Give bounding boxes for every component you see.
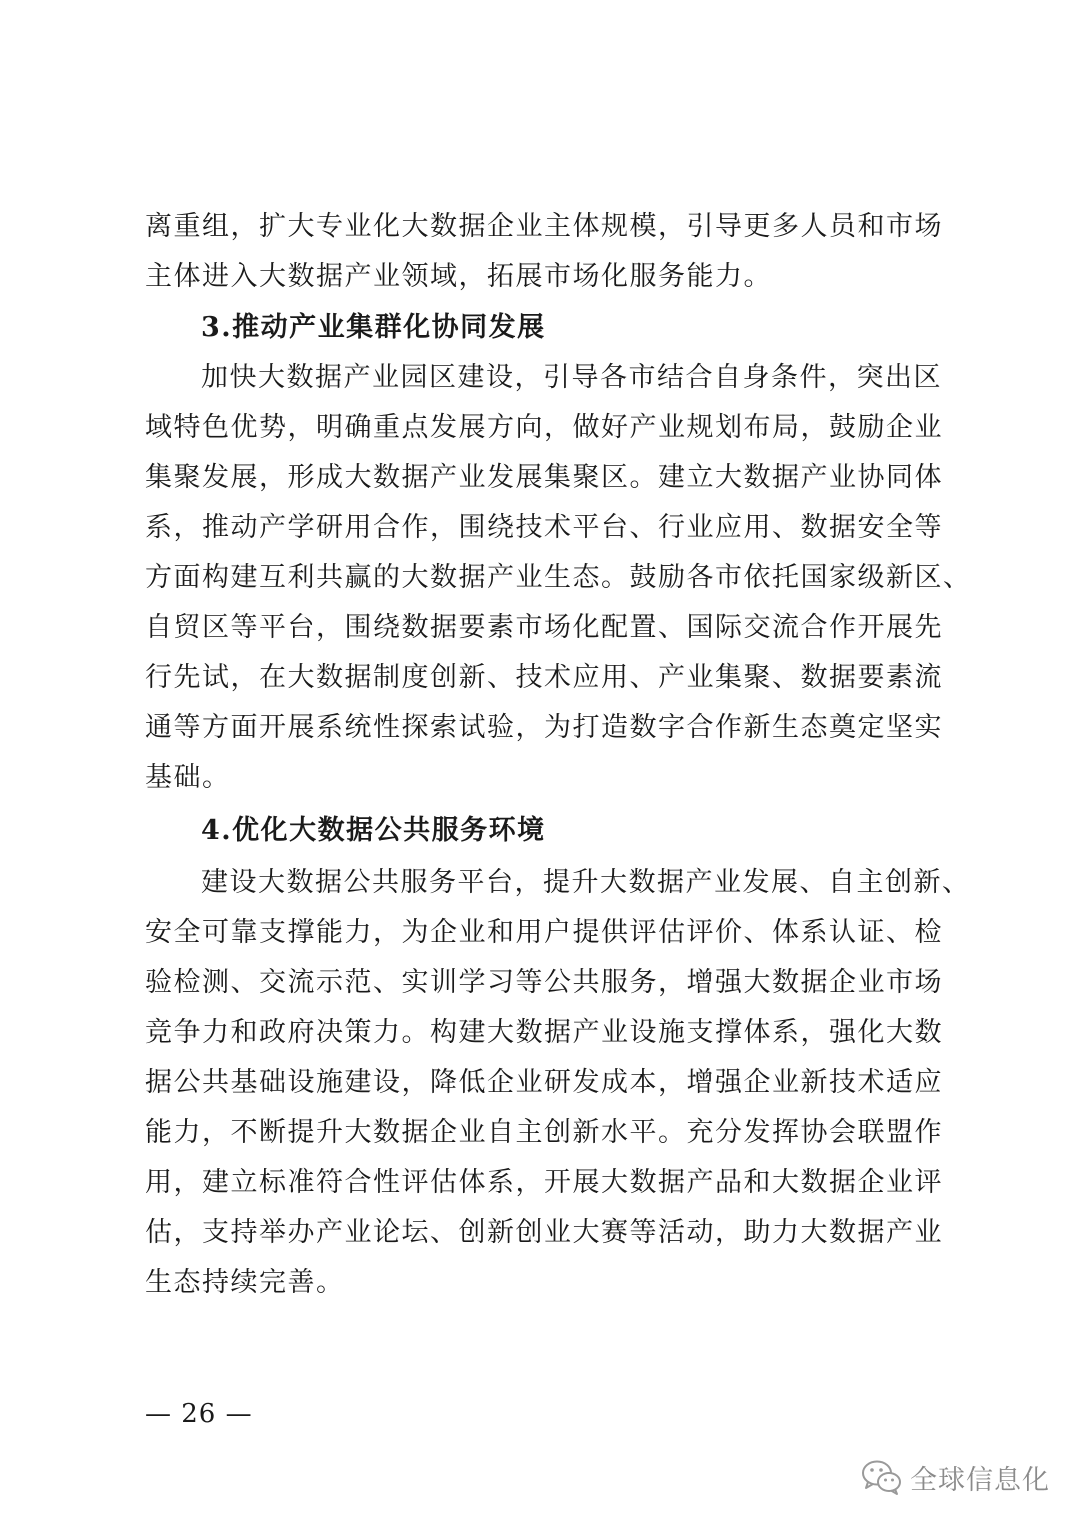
paragraph-line: 集聚发展，形成大数据产业发展集聚区。建立大数据产业协同体	[145, 462, 943, 493]
watermark	[860, 1455, 1050, 1499]
paragraph-line: 离重组，扩大专业化大数据企业主体规模，引导更多人员和市场	[145, 211, 943, 242]
paragraph-line: 据公共基础设施建设，降低企业研发成本，增强企业新技术适应	[145, 1067, 943, 1098]
section-3-paragraph	[145, 353, 972, 803]
paragraph-line: 域特色优势，明确重点发展方向，做好产业规划布局，鼓励企业	[145, 412, 943, 443]
paragraph-line: 建设大数据公共服务平台，提升大数据产业发展、自主创新、	[201, 867, 971, 898]
section-4-heading-block	[145, 806, 945, 856]
paragraph-line: 加快大数据产业园区建设，引导各市结合自身条件，突出区	[201, 362, 942, 393]
wechat-icon	[860, 1457, 904, 1497]
paragraph-line: 竞争力和政府决策力。构建大数据产业设施支撑体系，强化大数	[145, 1017, 943, 1048]
paragraph-line: 系，推动产学研用合作，围绕技术平台、行业应用、数据安全等	[145, 512, 943, 543]
paragraph-line: 安全可靠支撑能力，为企业和用户提供评估评价、体系认证、检	[145, 917, 943, 948]
paragraph-line: 自贸区等平台，围绕数据要素市场化配置、国际交流合作开展先	[145, 612, 943, 643]
page-number: — 26 —	[145, 1399, 253, 1429]
paragraph-continuation	[145, 202, 945, 302]
section-3-heading: 3.推动产业集群化协同发展	[201, 312, 546, 343]
paragraph-line: 用，建立标准符合性评估体系，开展大数据产品和大数据企业评	[145, 1167, 943, 1198]
watermark-text: 全球信息化	[910, 1464, 1050, 1496]
section-3-heading-block	[145, 303, 945, 353]
paragraph-line: 主体进入大数据产业领域，拓展市场化服务能力。	[145, 261, 772, 292]
paragraph-line: 基础。	[145, 762, 231, 793]
paragraph-line: 能力，不断提升大数据企业自主创新水平。充分发挥协会联盟作	[145, 1117, 943, 1148]
paragraph-line: 估，支持举办产业论坛、创新创业大赛等活动，助力大数据产业	[145, 1217, 943, 1248]
section-4-paragraph	[145, 858, 971, 1308]
section-4-heading: 4.优化大数据公共服务环境	[201, 815, 546, 846]
paragraph-line: 通等方面开展系统性探索试验，为打造数字合作新生态奠定坚实	[145, 712, 943, 743]
paragraph-line: 生态持续完善。	[145, 1267, 345, 1298]
paragraph-line: 行先试，在大数据制度创新、技术应用、产业集聚、数据要素流	[145, 662, 943, 693]
paragraph-line: 验检测、交流示范、实训学习等公共服务，增强大数据企业市场	[145, 967, 943, 998]
paragraph-line: 方面构建互利共赢的大数据产业生态。鼓励各市依托国家级新区、	[145, 562, 972, 593]
